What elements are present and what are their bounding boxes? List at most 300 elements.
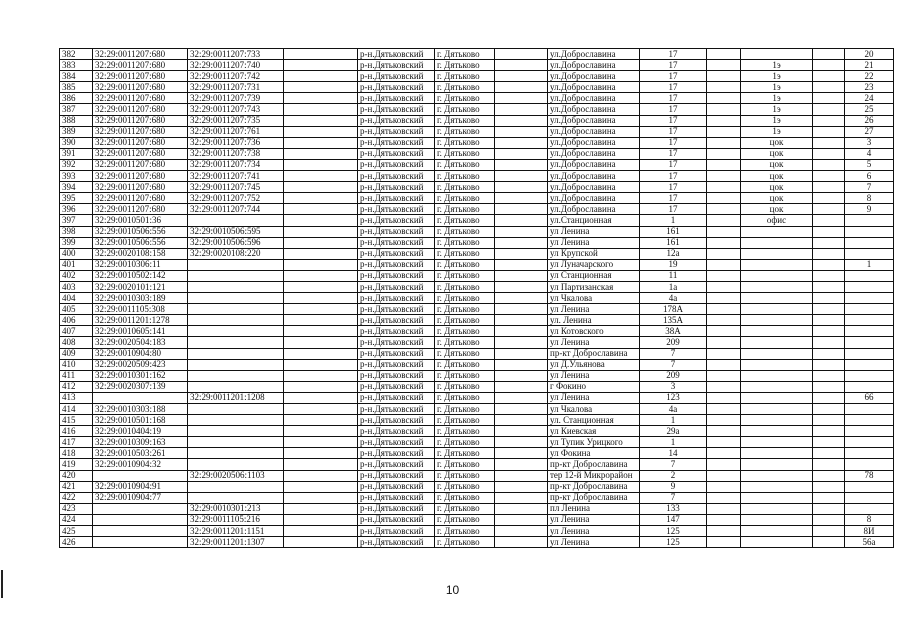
street-cell: ул.Доброславина xyxy=(548,182,640,193)
row-number-cell: 406 xyxy=(60,315,93,326)
premises-cadastral-cell: 32:29:0011207:745 xyxy=(188,182,284,193)
empty-cell xyxy=(813,359,845,370)
empty-cell xyxy=(495,281,548,292)
empty-cell xyxy=(813,392,845,403)
empty-cell xyxy=(495,148,548,159)
house-cell: 4а xyxy=(640,404,707,415)
premises-cadastral-cell xyxy=(188,270,284,281)
street-cell: ул.Доброславина xyxy=(548,137,640,148)
house-cell: 7 xyxy=(640,492,707,503)
city-cell: г. Дятьково xyxy=(435,115,495,126)
empty-cell xyxy=(707,193,741,204)
cadastral-number-cell: 32:29:0020101:121 xyxy=(93,281,188,292)
premises-cadastral-cell xyxy=(188,437,284,448)
cadastral-number-cell: 32:29:0011207:680 xyxy=(93,148,188,159)
empty-cell xyxy=(707,270,741,281)
empty-cell xyxy=(495,115,548,126)
empty-cell xyxy=(495,426,548,437)
empty-cell xyxy=(495,492,548,503)
empty-cell xyxy=(495,481,548,492)
cadastral-number-cell: 32:29:0010404:19 xyxy=(93,426,188,437)
empty-cell xyxy=(813,514,845,525)
house-cell: 38А xyxy=(640,326,707,337)
premises-cadastral-cell xyxy=(188,381,284,392)
district-cell: р-н.Дятьковский xyxy=(358,437,435,448)
premises-cadastral-cell: 32:29:0011201:1151 xyxy=(188,526,284,537)
premises-cadastral-cell: 32:29:0011207:738 xyxy=(188,148,284,159)
empty-cell xyxy=(284,337,358,348)
empty-cell xyxy=(284,348,358,359)
cadastral-number-cell xyxy=(93,526,188,537)
empty-cell xyxy=(707,514,741,525)
building-cell xyxy=(741,304,813,315)
empty-cell xyxy=(495,459,548,470)
house-cell: 29а xyxy=(640,426,707,437)
row-number-cell: 417 xyxy=(60,437,93,448)
apartment-cell: 8И xyxy=(845,526,894,537)
empty-cell xyxy=(284,215,358,226)
empty-cell xyxy=(284,82,358,93)
city-cell: г. Дятьково xyxy=(435,426,495,437)
empty-cell xyxy=(284,281,358,292)
cadastral-number-cell: 32:29:0010301:162 xyxy=(93,370,188,381)
empty-cell xyxy=(813,492,845,503)
house-cell: 17 xyxy=(640,148,707,159)
house-cell: 17 xyxy=(640,115,707,126)
building-cell xyxy=(741,326,813,337)
row-number-cell: 395 xyxy=(60,193,93,204)
empty-cell xyxy=(813,503,845,514)
premises-cadastral-cell xyxy=(188,259,284,270)
premises-cadastral-cell: 32:29:0010506:595 xyxy=(188,226,284,237)
table-row xyxy=(60,437,894,448)
city-cell: г. Дятьково xyxy=(435,93,495,104)
street-cell: ул Д.Ульянова xyxy=(548,359,640,370)
row-number-cell: 386 xyxy=(60,93,93,104)
empty-cell xyxy=(495,248,548,259)
building-cell xyxy=(741,503,813,514)
empty-cell xyxy=(495,159,548,170)
district-cell: р-н.Дятьковский xyxy=(358,381,435,392)
district-cell: р-н.Дятьковский xyxy=(358,270,435,281)
empty-cell xyxy=(495,370,548,381)
house-cell: 17 xyxy=(640,171,707,182)
table-row xyxy=(60,315,894,326)
building-cell: 1э xyxy=(741,93,813,104)
district-cell: р-н.Дятьковский xyxy=(358,348,435,359)
street-cell: ул.Доброславина xyxy=(548,82,640,93)
apartment-cell: 26 xyxy=(845,115,894,126)
building-cell xyxy=(741,281,813,292)
district-cell: р-н.Дятьковский xyxy=(358,259,435,270)
district-cell: р-н.Дятьковский xyxy=(358,448,435,459)
empty-cell xyxy=(813,71,845,82)
district-cell: р-н.Дятьковский xyxy=(358,459,435,470)
district-cell: р-н.Дятьковский xyxy=(358,426,435,437)
premises-cadastral-cell xyxy=(188,459,284,470)
table-row xyxy=(60,270,894,281)
table-row xyxy=(60,415,894,426)
empty-cell xyxy=(707,404,741,415)
empty-cell xyxy=(495,448,548,459)
empty-cell xyxy=(813,159,845,170)
street-cell: пл Ленина xyxy=(548,503,640,514)
cadastral-number-cell: 32:29:0011207:680 xyxy=(93,159,188,170)
empty-cell xyxy=(707,537,741,548)
apartment-cell xyxy=(845,337,894,348)
empty-cell xyxy=(813,348,845,359)
empty-cell xyxy=(813,259,845,270)
city-cell: г. Дятьково xyxy=(435,182,495,193)
city-cell: г. Дятьково xyxy=(435,60,495,71)
row-number-cell: 396 xyxy=(60,204,93,215)
district-cell: р-н.Дятьковский xyxy=(358,82,435,93)
street-cell: ул.Доброславина xyxy=(548,126,640,137)
empty-cell xyxy=(813,60,845,71)
district-cell: р-н.Дятьковский xyxy=(358,326,435,337)
row-number-cell: 425 xyxy=(60,526,93,537)
district-cell: р-н.Дятьковский xyxy=(358,404,435,415)
empty-cell xyxy=(495,337,548,348)
cadastral-number-cell: 32:29:0011207:680 xyxy=(93,71,188,82)
empty-cell xyxy=(813,470,845,481)
building-cell xyxy=(741,270,813,281)
cadastral-number-cell xyxy=(93,470,188,481)
row-number-cell: 421 xyxy=(60,481,93,492)
table-row xyxy=(60,392,894,403)
empty-cell xyxy=(495,404,548,415)
empty-cell xyxy=(813,126,845,137)
row-number-cell: 391 xyxy=(60,148,93,159)
cadastral-number-cell: 32:29:0010306:11 xyxy=(93,259,188,270)
district-cell: р-н.Дятьковский xyxy=(358,49,435,60)
empty-cell xyxy=(284,404,358,415)
house-cell: 17 xyxy=(640,49,707,60)
table-row xyxy=(60,148,894,159)
apartment-cell xyxy=(845,248,894,259)
city-cell: г. Дятьково xyxy=(435,326,495,337)
empty-cell xyxy=(813,537,845,548)
district-cell: р-н.Дятьковский xyxy=(358,492,435,503)
city-cell: г. Дятьково xyxy=(435,359,495,370)
premises-cadastral-cell xyxy=(188,426,284,437)
house-cell: 135А xyxy=(640,315,707,326)
empty-cell xyxy=(813,270,845,281)
empty-cell xyxy=(813,226,845,237)
table-row xyxy=(60,60,894,71)
premises-cadastral-cell: 32:29:0011207:733 xyxy=(188,49,284,60)
empty-cell xyxy=(707,237,741,248)
district-cell: р-н.Дятьковский xyxy=(358,415,435,426)
apartment-cell xyxy=(845,492,894,503)
city-cell: г. Дятьково xyxy=(435,470,495,481)
empty-cell xyxy=(284,459,358,470)
empty-cell xyxy=(495,193,548,204)
house-cell: 12а xyxy=(640,248,707,259)
row-number-cell: 419 xyxy=(60,459,93,470)
city-cell: г. Дятьково xyxy=(435,392,495,403)
premises-cadastral-cell: 32:29:0011207:761 xyxy=(188,126,284,137)
street-cell: ул Ленина xyxy=(548,304,640,315)
empty-cell xyxy=(813,404,845,415)
table-row xyxy=(60,259,894,270)
empty-cell xyxy=(707,49,741,60)
street-cell: г Фокино xyxy=(548,381,640,392)
city-cell: г. Дятьково xyxy=(435,514,495,525)
district-cell: р-н.Дятьковский xyxy=(358,359,435,370)
building-cell xyxy=(741,526,813,537)
empty-cell xyxy=(707,171,741,182)
district-cell: р-н.Дятьковский xyxy=(358,514,435,525)
premises-cadastral-cell xyxy=(188,326,284,337)
empty-cell xyxy=(707,226,741,237)
city-cell: г. Дятьково xyxy=(435,248,495,259)
empty-cell xyxy=(813,49,845,60)
building-cell xyxy=(741,492,813,503)
house-cell: 17 xyxy=(640,82,707,93)
cadastral-number-cell: 32:29:0010503:261 xyxy=(93,448,188,459)
empty-cell xyxy=(813,304,845,315)
empty-cell xyxy=(284,193,358,204)
premises-cadastral-cell: 32:29:0011207:734 xyxy=(188,159,284,170)
cadastral-number-cell: 32:29:0011207:680 xyxy=(93,137,188,148)
city-cell: г. Дятьково xyxy=(435,404,495,415)
district-cell: р-н.Дятьковский xyxy=(358,60,435,71)
district-cell: р-н.Дятьковский xyxy=(358,104,435,115)
building-cell xyxy=(741,481,813,492)
house-cell: 1 xyxy=(640,415,707,426)
building-cell: офис xyxy=(741,215,813,226)
row-number-cell: 415 xyxy=(60,415,93,426)
district-cell: р-н.Дятьковский xyxy=(358,159,435,170)
building-cell xyxy=(741,348,813,359)
empty-cell xyxy=(495,71,548,82)
cadastral-number-cell: 32:29:0011207:680 xyxy=(93,60,188,71)
premises-cadastral-cell: 32:29:0011207:741 xyxy=(188,171,284,182)
building-cell: 1э xyxy=(741,104,813,115)
cadastral-number-cell: 32:29:0010502:142 xyxy=(93,270,188,281)
district-cell: р-н.Дятьковский xyxy=(358,193,435,204)
empty-cell xyxy=(495,415,548,426)
cadastral-number-cell: 32:29:0010506:556 xyxy=(93,226,188,237)
empty-cell xyxy=(707,126,741,137)
table-row xyxy=(60,204,894,215)
table-row xyxy=(60,93,894,104)
house-cell: 7 xyxy=(640,348,707,359)
premises-cadastral-cell: 32:29:0011201:1208 xyxy=(188,392,284,403)
cadastral-number-cell: 32:29:0010605:141 xyxy=(93,326,188,337)
empty-cell xyxy=(284,415,358,426)
apartment-cell xyxy=(845,437,894,448)
city-cell: г. Дятьково xyxy=(435,204,495,215)
district-cell: р-н.Дятьковский xyxy=(358,281,435,292)
empty-cell xyxy=(707,315,741,326)
premises-cadastral-cell: 32:29:0010506:596 xyxy=(188,237,284,248)
street-cell: ул Тупик Урицкого xyxy=(548,437,640,448)
cadastral-number-cell: 32:29:0010904:91 xyxy=(93,481,188,492)
empty-cell xyxy=(284,182,358,193)
empty-cell xyxy=(284,293,358,304)
empty-cell xyxy=(495,226,548,237)
street-cell: ул. Ленина xyxy=(548,315,640,326)
house-cell: 11 xyxy=(640,270,707,281)
street-cell: пр-кт Доброславина xyxy=(548,492,640,503)
row-number-cell: 405 xyxy=(60,304,93,315)
row-number-cell: 389 xyxy=(60,126,93,137)
city-cell: г. Дятьково xyxy=(435,215,495,226)
cadastral-number-cell: 32:29:0011207:680 xyxy=(93,171,188,182)
building-cell: 1э xyxy=(741,71,813,82)
empty-cell xyxy=(707,481,741,492)
cadastral-number-cell: 32:29:0010309:163 xyxy=(93,437,188,448)
house-cell: 7 xyxy=(640,359,707,370)
district-cell: р-н.Дятьковский xyxy=(358,337,435,348)
premises-cadastral-cell: 32:29:0011207:735 xyxy=(188,115,284,126)
street-cell: ул Киевская xyxy=(548,426,640,437)
empty-cell xyxy=(813,415,845,426)
district-cell: р-н.Дятьковский xyxy=(358,392,435,403)
empty-cell xyxy=(284,426,358,437)
cadastral-number-cell: 32:29:0011207:680 xyxy=(93,93,188,104)
empty-cell xyxy=(813,237,845,248)
empty-cell xyxy=(495,182,548,193)
empty-cell xyxy=(813,193,845,204)
table-row xyxy=(60,159,894,170)
district-cell: р-н.Дятьковский xyxy=(358,182,435,193)
city-cell: г. Дятьково xyxy=(435,171,495,182)
empty-cell xyxy=(284,437,358,448)
empty-cell xyxy=(707,293,741,304)
table-row xyxy=(60,71,894,82)
row-number-cell: 394 xyxy=(60,182,93,193)
house-cell: 161 xyxy=(640,226,707,237)
apartment-cell xyxy=(845,503,894,514)
empty-cell xyxy=(813,337,845,348)
scan-edge-mark xyxy=(1,570,3,598)
empty-cell xyxy=(495,270,548,281)
street-cell: ул Ленина xyxy=(548,514,640,525)
cadastral-number-cell: 32:29:0010904:77 xyxy=(93,492,188,503)
house-cell: 178А xyxy=(640,304,707,315)
row-number-cell: 411 xyxy=(60,370,93,381)
empty-cell xyxy=(707,470,741,481)
street-cell: ул Ленина xyxy=(548,526,640,537)
apartment-cell: 5 xyxy=(845,159,894,170)
empty-cell xyxy=(495,215,548,226)
apartment-cell: 20 xyxy=(845,49,894,60)
row-number-cell: 401 xyxy=(60,259,93,270)
row-number-cell: 387 xyxy=(60,104,93,115)
empty-cell xyxy=(284,492,358,503)
row-number-cell: 397 xyxy=(60,215,93,226)
building-cell xyxy=(741,404,813,415)
empty-cell xyxy=(495,49,548,60)
empty-cell xyxy=(707,182,741,193)
district-cell: р-н.Дятьковский xyxy=(358,226,435,237)
empty-cell xyxy=(813,115,845,126)
empty-cell xyxy=(707,448,741,459)
premises-cadastral-cell xyxy=(188,415,284,426)
house-cell: 161 xyxy=(640,237,707,248)
empty-cell xyxy=(707,82,741,93)
house-cell: 4а xyxy=(640,293,707,304)
row-number-cell: 402 xyxy=(60,270,93,281)
district-cell: р-н.Дятьковский xyxy=(358,148,435,159)
district-cell: р-н.Дятьковский xyxy=(358,215,435,226)
row-number-cell: 409 xyxy=(60,348,93,359)
empty-cell xyxy=(284,270,358,281)
city-cell: г. Дятьково xyxy=(435,503,495,514)
apartment-cell: 66 xyxy=(845,392,894,403)
house-cell: 17 xyxy=(640,204,707,215)
apartment-cell xyxy=(845,481,894,492)
premises-cadastral-cell: 32:29:0011201:1307 xyxy=(188,537,284,548)
table-row xyxy=(60,359,894,370)
cadastral-number-cell xyxy=(93,392,188,403)
city-cell: г. Дятьково xyxy=(435,448,495,459)
table-row xyxy=(60,226,894,237)
apartment-cell: 23 xyxy=(845,82,894,93)
city-cell: г. Дятьково xyxy=(435,459,495,470)
premises-cadastral-cell xyxy=(188,304,284,315)
table-row xyxy=(60,503,894,514)
empty-cell xyxy=(707,137,741,148)
street-cell: ул Фокина xyxy=(548,448,640,459)
cadastral-number-cell: 32:29:0020504:183 xyxy=(93,337,188,348)
premises-cadastral-cell: 32:29:0011207:743 xyxy=(188,104,284,115)
table-row xyxy=(60,537,894,548)
house-cell: 209 xyxy=(640,370,707,381)
row-number-cell: 414 xyxy=(60,404,93,415)
cadastral-number-cell xyxy=(93,537,188,548)
table-row xyxy=(60,526,894,537)
house-cell: 3 xyxy=(640,381,707,392)
street-cell: ул Крупской xyxy=(548,248,640,259)
street-cell: пр-кт Доброславина xyxy=(548,459,640,470)
street-cell: ул.Доброславина xyxy=(548,171,640,182)
city-cell: г. Дятьково xyxy=(435,293,495,304)
table-row xyxy=(60,481,894,492)
street-cell: ул.Доброславина xyxy=(548,193,640,204)
empty-cell xyxy=(284,359,358,370)
table-row xyxy=(60,115,894,126)
city-cell: г. Дятьково xyxy=(435,337,495,348)
apartment-cell xyxy=(845,326,894,337)
apartment-cell: 9 xyxy=(845,204,894,215)
building-cell: цок xyxy=(741,159,813,170)
cadastral-number-cell: 32:29:0010501:168 xyxy=(93,415,188,426)
building-cell xyxy=(741,237,813,248)
empty-cell xyxy=(813,182,845,193)
empty-cell xyxy=(707,326,741,337)
house-cell: 17 xyxy=(640,182,707,193)
row-number-cell: 408 xyxy=(60,337,93,348)
empty-cell xyxy=(813,426,845,437)
street-cell: ул.Доброславина xyxy=(548,204,640,215)
empty-cell xyxy=(813,526,845,537)
premises-cadastral-cell xyxy=(188,481,284,492)
cadastral-number-cell: 32:29:0011207:680 xyxy=(93,49,188,60)
empty-cell xyxy=(707,503,741,514)
street-cell: ул Ленина xyxy=(548,337,640,348)
empty-cell xyxy=(707,359,741,370)
empty-cell xyxy=(495,537,548,548)
empty-cell xyxy=(707,71,741,82)
apartment-cell: 6 xyxy=(845,171,894,182)
apartment-cell: 7 xyxy=(845,182,894,193)
street-cell: ул.Доброславина xyxy=(548,60,640,71)
building-cell: 1э xyxy=(741,126,813,137)
